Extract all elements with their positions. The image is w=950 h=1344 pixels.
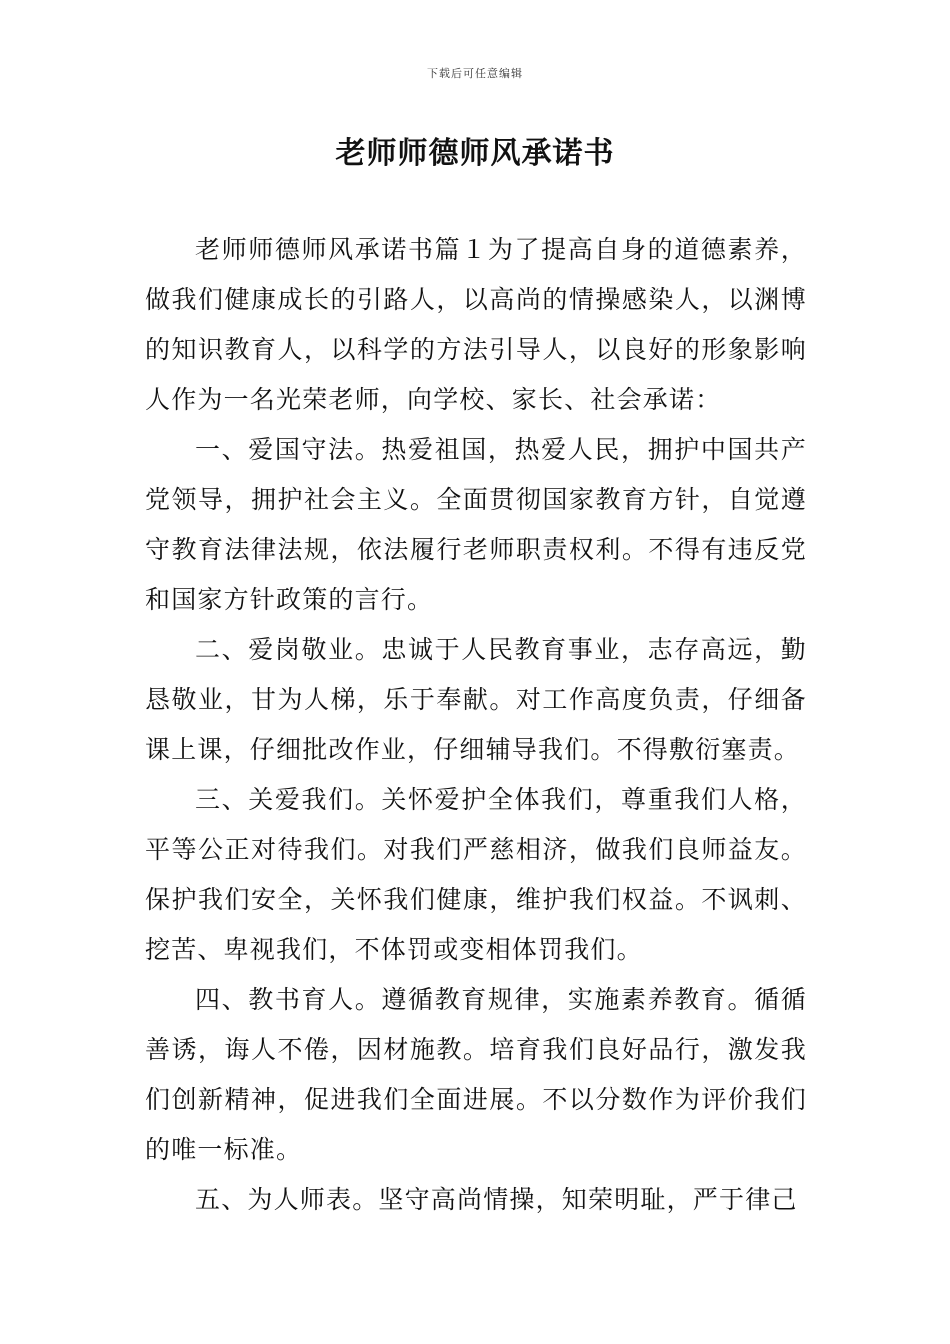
- paragraph-role-model: 五、为人师表。坚守高尚情操，知荣明耻，严于律己: [195, 1185, 798, 1214]
- paragraph-dedication: 二、爱岗敬业。忠诚于人民教育事业，志存高远，勤恳敬业，甘为人梯，乐于奉献。对工作高度负责，仔细备课上课，仔细批改作业，仔细辅导我们。不得敷衍塞责。: [145, 635, 807, 764]
- header-note: 下载后可任意编辑: [427, 67, 523, 80]
- paragraph-patriotism: 一、爱国守法。热爱祖国，热爱人民，拥护中国共产党领导，拥护社会主义。全面贯彻国家教育方针，自觉遵守教育法律法规，依法履行老师职责权利。不得有违反党和国家方针政策的言行。: [145, 435, 807, 614]
- paragraph-teaching: 四、教书育人。遵循教育规律，实施素养教育。循循善诱，诲人不倦，因材施教。培育我们良好品行，激发我们创新精神，促进我们全面进展。不以分数作为评价我们的唯一标准。: [145, 985, 807, 1164]
- document-title: 老师师德师风承诺书: [335, 136, 615, 171]
- paragraph-intro: 老师师德师风承诺书篇１为了提高自身的道德素养，做我们健康成长的引路人，以高尚的情操感染人，以渊博的知识教育人，以科学的方法引导人，以良好的形象影响人作为一名光荣老师，向学校、家长、社会承诺：: [145, 235, 807, 414]
- document-body: [145, 225, 807, 1225]
- paragraph-caring: 三、关爱我们。关怀爱护全体我们，尊重我们人格，平等公正对待我们。对我们严慈相济，做我们良师益友。保护我们安全，关怀我们健康，维护我们权益。不讽刺、挖苦、卑视我们，不体罚或变相体罚我们。: [145, 785, 807, 964]
